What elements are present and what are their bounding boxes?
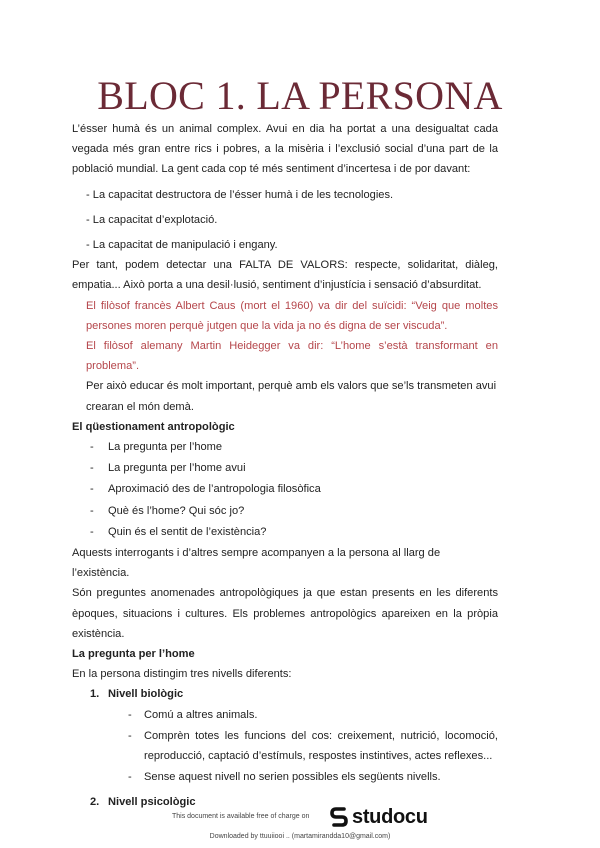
document-body — [72, 119, 498, 812]
intro-paragraph: L’ésser humà és un animal complex. Avui en dia ha portat a una desigualtat cada vegada més gran entre rics i pobres, a la misèria i l’exclusió social d’una part de la població mundial. La gent cada cop té més sentiment d’incertesa i de por davant: — [72, 123, 498, 176]
list-item: - Sense aquest nivell no serien possibles els següents nivells. — [128, 771, 441, 784]
available-text: This document is available free of charge on — [172, 813, 310, 820]
questions-list — [72, 437, 498, 542]
questioning-heading: El qüestionament antropològic — [72, 420, 235, 433]
downloaded-by: Downloaded by ttuuiiooi .. (martamirandda10@gmail.com) — [209, 833, 391, 840]
capacities-list — [72, 185, 498, 256]
level-item: 2. Nivell psicològic — [90, 795, 196, 808]
quote-heidegger: El filòsof alemany Martin Heidegger va dir: “L’home s’està transformant en problema”. — [86, 340, 498, 373]
page-title: BLOC 1. LA PERSONA — [97, 73, 503, 118]
capacity-item: - La capacitat de manipulació i engany. — [86, 239, 278, 252]
level-title: Nivell biològic — [108, 688, 184, 701]
capacity-item: - La capacitat d’explotació. — [86, 213, 218, 226]
studocu-logo-icon — [330, 807, 348, 829]
list-item: - Quin és el sentit de l’existència? — [90, 525, 267, 538]
level-sublist — [72, 705, 498, 788]
level-item: 1. Nivell biològic - Comú a altres animals. - Comprèn totes les funcions del cos: creixement, nutrició, locomoció, reproducció, captació d’estímuls, respostes instintives, actes reflexes... - Sense aquest nivell no serien possibles els següents nivells. — [72, 684, 498, 787]
list-item: - Aproximació des de l’antropologia filosòfica — [90, 483, 321, 496]
list-item: - Comú a altres animals. — [128, 708, 258, 721]
level-title: Nivell psicològic — [108, 795, 196, 808]
education-paragraph: Per això educar és molt important, perquè amb els valors que se’ls transmeten avui crearan el món demà. — [86, 380, 497, 413]
quote-camus: El filòsof francès Albert Caus (mort el 1960) va dir del suïcidi: “Veig que moltes persones moren perquè jutgen que la vida ja no és digna de ser viscuda”. — [86, 299, 498, 332]
footer — [0, 806, 600, 846]
list-item: - La pregunta per l’home — [90, 441, 223, 454]
list-item: - Comprèn totes les funcions del cos: creixement, nutrició, locomoció, reproducció, captació d’estímuls, respostes instintives, actes reflexes... — [128, 729, 498, 763]
list-item: - La pregunta per l’home avui — [90, 462, 246, 475]
questions-paragraph-1: Aquests interrogants i d’altres sempre acompanyen a la persona al llarg de l’existència. — [72, 547, 441, 580]
section2-intro: En la persona distingim tres nivells diferents: — [72, 668, 292, 681]
capacity-item: - La capacitat destructora de l’ésser humà i de les tecnologies. — [86, 188, 394, 201]
studocu-logo[interactable] — [330, 806, 428, 829]
section2-heading: La pregunta per l’home — [72, 648, 195, 661]
brand-name: studocu — [352, 806, 428, 828]
list-item: - Què és l’home? Qui sóc jo? — [90, 504, 245, 517]
questions-paragraph-2: Són preguntes anomenades antropològiques ja que estan presents en les diferents èpoques, situacions i cultures. Els problemes antropològics apareixen en la pròpia existència. — [72, 587, 498, 640]
levels-list — [72, 684, 498, 811]
values-paragraph: Per tant, podem detectar una FALTA DE VALORS: respecte, solidaritat, diàleg, empatia... Això porta a una desil·lusió, sentiment d’injustícia i sensació d’absurditat. — [72, 259, 498, 292]
